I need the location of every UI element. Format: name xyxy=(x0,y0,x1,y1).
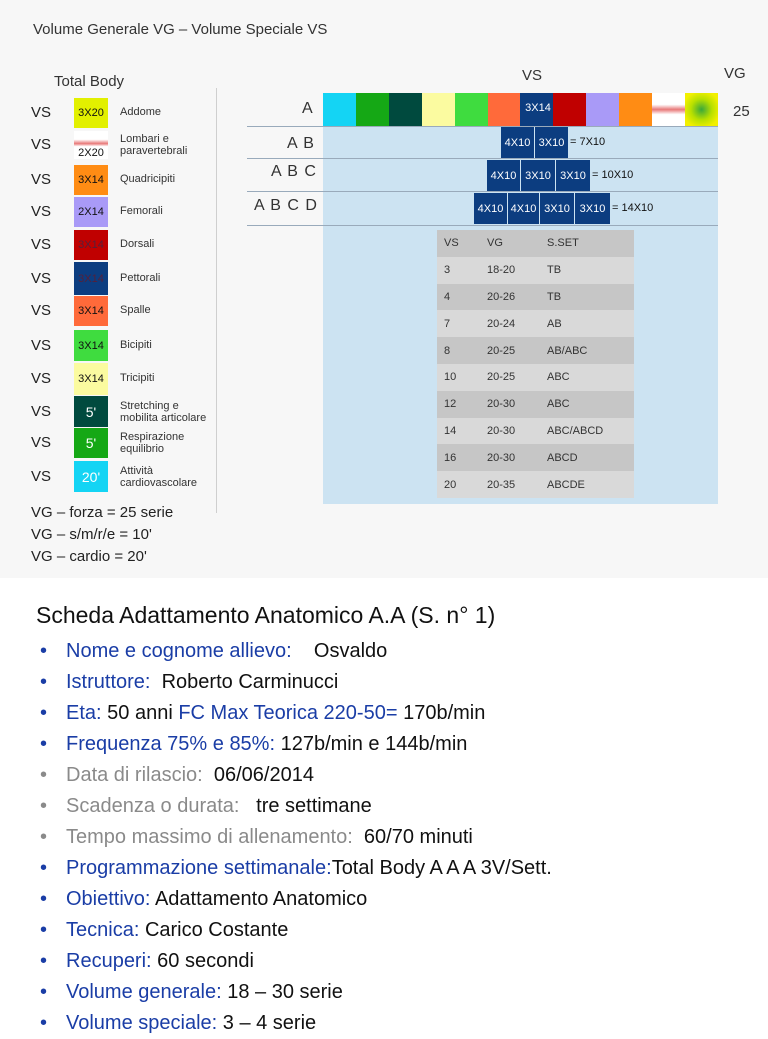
info-label: Nome e cognome allievo: xyxy=(66,640,292,662)
set-total: = 14X10 xyxy=(612,202,654,214)
exercise-label: Bicipiti xyxy=(120,338,152,351)
table-header-vs: VS xyxy=(444,237,459,250)
info-value: 60/70 minuti xyxy=(363,826,473,848)
info-item xyxy=(40,760,760,791)
row-separator xyxy=(247,225,718,226)
exercise-color-box: 3X20 xyxy=(74,98,108,128)
table-cell: 7 xyxy=(444,317,451,330)
vs-label: VS xyxy=(31,104,52,121)
exercise-color-box: 2X20 xyxy=(74,131,108,159)
table-row xyxy=(437,418,634,445)
exercise-label: Stretching e mobilita articolare xyxy=(120,399,207,424)
scheda-info-list xyxy=(40,636,760,1039)
info-value-secondary: 170b/min xyxy=(403,702,486,724)
info-item xyxy=(40,946,760,977)
row-a-label: A xyxy=(302,100,313,117)
exercise-color-box: 3X14 xyxy=(74,363,108,395)
info-value: Total Body A A A 3V/Sett. xyxy=(331,857,552,879)
table-cell: 20-35 xyxy=(487,478,516,491)
exercise-label: Spalle xyxy=(120,304,151,316)
exercise-color-box: 2X14 xyxy=(74,197,108,227)
exercise-label: Dorsali xyxy=(120,238,155,250)
exercise-color-box: 3X14 xyxy=(74,262,108,295)
info-value: Adattamento Anatomico xyxy=(154,888,368,910)
table-cell: ABCD xyxy=(547,451,578,464)
vs-label: VS xyxy=(31,203,52,220)
info-value: 127b/min e 144b/min xyxy=(280,733,468,755)
info-item xyxy=(40,729,760,760)
row-a-color-cell xyxy=(455,93,488,126)
info-item xyxy=(40,915,760,946)
set-cell: 3X10 xyxy=(575,193,610,224)
bullet-icon: • xyxy=(40,919,48,941)
diagram-title: Volume Generale VG – Volume Speciale VS xyxy=(33,21,328,38)
info-value: tre settimane xyxy=(256,795,372,817)
table-cell: 20-25 xyxy=(487,371,516,384)
table-header-sset: S.SET xyxy=(547,237,579,250)
row-a-color-cell xyxy=(422,93,455,126)
set-cell: 3X10 xyxy=(556,160,590,191)
table-cell: AB/ABC xyxy=(547,344,588,357)
total-body-title: Total Body xyxy=(54,73,125,90)
exercise-label: Lombari e paravertebrali xyxy=(120,133,188,157)
info-value: 50 anni xyxy=(107,702,173,724)
bullet-icon: • xyxy=(40,981,48,1003)
set-cell: 3X10 xyxy=(540,193,574,224)
table-cell: 20-24 xyxy=(487,317,516,330)
table-row xyxy=(437,310,634,337)
table-row xyxy=(437,337,634,364)
table-row xyxy=(437,284,634,311)
table-header-row xyxy=(437,230,634,257)
table-header-vg: VG xyxy=(487,237,503,250)
exercise-label: Attività cardiovascolare xyxy=(120,464,198,489)
table-cell: ABC/ABCD xyxy=(547,424,604,437)
row-a-color-cell xyxy=(553,93,586,126)
row-a-color-cell xyxy=(619,93,652,126)
row-ab-label: A B xyxy=(287,135,315,152)
exercise-label: Respirazione equilibrio xyxy=(120,431,185,455)
info-item xyxy=(40,884,760,915)
info-label: Tempo massimo di allenamento: xyxy=(66,826,353,848)
table-row xyxy=(437,471,634,498)
table-cell: 20-30 xyxy=(487,451,516,464)
table-cell: TB xyxy=(547,264,562,277)
exercise-color-box: 20' xyxy=(74,461,108,492)
table-cell: 12 xyxy=(444,398,457,411)
table-row xyxy=(437,364,634,391)
table-cell: 10 xyxy=(444,371,457,384)
scheda-title: Scheda Adattamento Anatomico A.A (S. n° 1) xyxy=(36,602,496,628)
row-a-color-cell xyxy=(652,93,685,126)
row-a-color-cell xyxy=(488,93,521,126)
table-cell: 20 xyxy=(444,478,457,491)
info-label-secondary: FC Max Teorica 220-50= xyxy=(178,702,398,724)
table-cell: 8 xyxy=(444,344,451,357)
vs-label: VS xyxy=(31,136,52,153)
set-cell: 4X10 xyxy=(474,193,507,224)
vs-label: VS xyxy=(31,434,52,451)
info-item xyxy=(40,791,760,822)
info-item xyxy=(40,667,760,698)
info-value: Carico Costante xyxy=(144,919,289,941)
info-item xyxy=(40,636,760,667)
info-value: 06/06/2014 xyxy=(213,764,314,786)
table-cell: 3 xyxy=(444,264,451,277)
vs-label: VS xyxy=(31,302,52,319)
table-cell: AB xyxy=(547,317,562,330)
table-cell: ABC xyxy=(547,371,570,384)
bullet-icon: • xyxy=(40,1012,48,1034)
table-cell: 20-25 xyxy=(487,344,516,357)
vg-forza-line: VG – forza = 25 serie xyxy=(31,504,174,521)
info-item xyxy=(40,698,760,729)
set-cell: 4X10 xyxy=(501,127,534,158)
vs-header: VS xyxy=(522,67,543,84)
info-label: Eta: xyxy=(66,702,102,724)
info-label: Recuperi: xyxy=(66,950,152,972)
vg-header: VG xyxy=(724,65,746,82)
bullet-icon: • xyxy=(40,764,48,786)
info-label: Volume generale: xyxy=(66,981,222,1003)
panel-divider xyxy=(216,88,217,513)
set-cell: 4X10 xyxy=(487,160,520,191)
exercise-label: Femorali xyxy=(120,205,163,217)
exercise-label: Addome xyxy=(120,106,161,118)
info-label: Frequenza 75% e 85%: xyxy=(66,733,276,755)
vs-label: VS xyxy=(31,402,52,420)
table-cell: 20-30 xyxy=(487,398,516,411)
table-row xyxy=(437,391,634,418)
info-label: Tecnica: xyxy=(66,919,140,941)
vg-cardio-line: VG – cardio = 20' xyxy=(31,548,147,565)
table-cell: ABC xyxy=(547,398,570,411)
row-a-color-cell xyxy=(356,93,389,126)
vg-value: 25 xyxy=(733,103,750,120)
table-cell: 20-30 xyxy=(487,424,516,437)
table-cell: 18-20 xyxy=(487,264,516,277)
info-label: Obiettivo: xyxy=(66,888,151,910)
exercise-color-box: 5' xyxy=(74,396,108,427)
info-label: Volume speciale: xyxy=(66,1012,218,1034)
table-cell: 16 xyxy=(444,451,457,464)
exercise-color-box: 3X14 xyxy=(74,296,108,326)
bullet-icon: • xyxy=(40,888,48,910)
vs-label: VS xyxy=(31,171,52,188)
set-cell: 4X10 xyxy=(508,193,539,224)
row-a-color-cell xyxy=(685,93,718,126)
set-cell: 3X10 xyxy=(521,160,555,191)
info-value: 60 secondi xyxy=(157,950,254,972)
row-abc-label: A B C xyxy=(271,163,317,180)
row-a-center-text: 3X14 xyxy=(525,102,551,114)
exercise-label: Tricipiti xyxy=(120,372,155,384)
info-label: Data di rilascio: xyxy=(66,764,203,786)
table-cell: TB xyxy=(547,290,562,303)
exercise-label: Quadricipiti xyxy=(120,173,176,185)
info-value: Roberto Carminucci xyxy=(161,671,339,693)
vs-label: VS xyxy=(31,370,52,387)
exercise-color-box: 3X14 xyxy=(74,330,108,361)
row-separator xyxy=(247,158,718,159)
table-cell: ABCDE xyxy=(547,478,585,491)
row-a-color-cell xyxy=(323,93,356,126)
bullet-icon: • xyxy=(40,671,48,693)
row-separator xyxy=(247,191,718,192)
row-a-color-cell xyxy=(586,93,619,126)
vs-label: VS xyxy=(31,236,52,253)
exercise-color-box: 3X14 xyxy=(74,165,108,195)
info-value: Osvaldo xyxy=(313,640,388,662)
row-a-color-cell xyxy=(389,93,422,126)
exercise-label: Pettorali xyxy=(120,271,161,284)
info-label: Scadenza o durata: xyxy=(66,795,240,817)
volume-table xyxy=(437,230,634,498)
bullet-icon: • xyxy=(40,733,48,755)
bullet-icon: • xyxy=(40,702,48,724)
info-item xyxy=(40,853,760,884)
bullet-icon: • xyxy=(40,826,48,848)
exercise-color-box: 3X14 xyxy=(74,230,108,260)
info-item xyxy=(40,822,760,853)
exercise-color-box: 5' xyxy=(74,428,108,458)
bullet-icon: • xyxy=(40,950,48,972)
vs-label: VS xyxy=(31,467,52,485)
vg-smre-line: VG – s/m/r/e = 10' xyxy=(31,526,152,543)
set-total: = 10X10 xyxy=(592,169,634,181)
bullet-icon: • xyxy=(40,795,48,817)
set-cell: 3X10 xyxy=(535,127,568,158)
info-value: 18 – 30 serie xyxy=(227,981,343,1003)
table-row xyxy=(437,257,634,284)
total-body-list xyxy=(0,0,216,500)
set-total: = 7X10 xyxy=(570,136,606,148)
info-label: Programmazione settimanale: xyxy=(66,857,332,879)
row-abcd-label: A B C D xyxy=(254,197,318,214)
vs-label: VS xyxy=(31,336,52,354)
vs-label: VS xyxy=(31,269,52,287)
info-label: Istruttore: xyxy=(66,671,151,693)
table-row xyxy=(437,444,634,471)
bullet-icon: • xyxy=(40,857,48,879)
table-cell: 4 xyxy=(444,290,451,303)
info-item xyxy=(40,977,760,1008)
info-value: 3 – 4 serie xyxy=(222,1012,317,1034)
row-separator xyxy=(247,126,718,127)
bullet-icon: • xyxy=(40,640,48,662)
table-cell: 14 xyxy=(444,424,457,437)
table-cell: 20-26 xyxy=(487,290,516,303)
